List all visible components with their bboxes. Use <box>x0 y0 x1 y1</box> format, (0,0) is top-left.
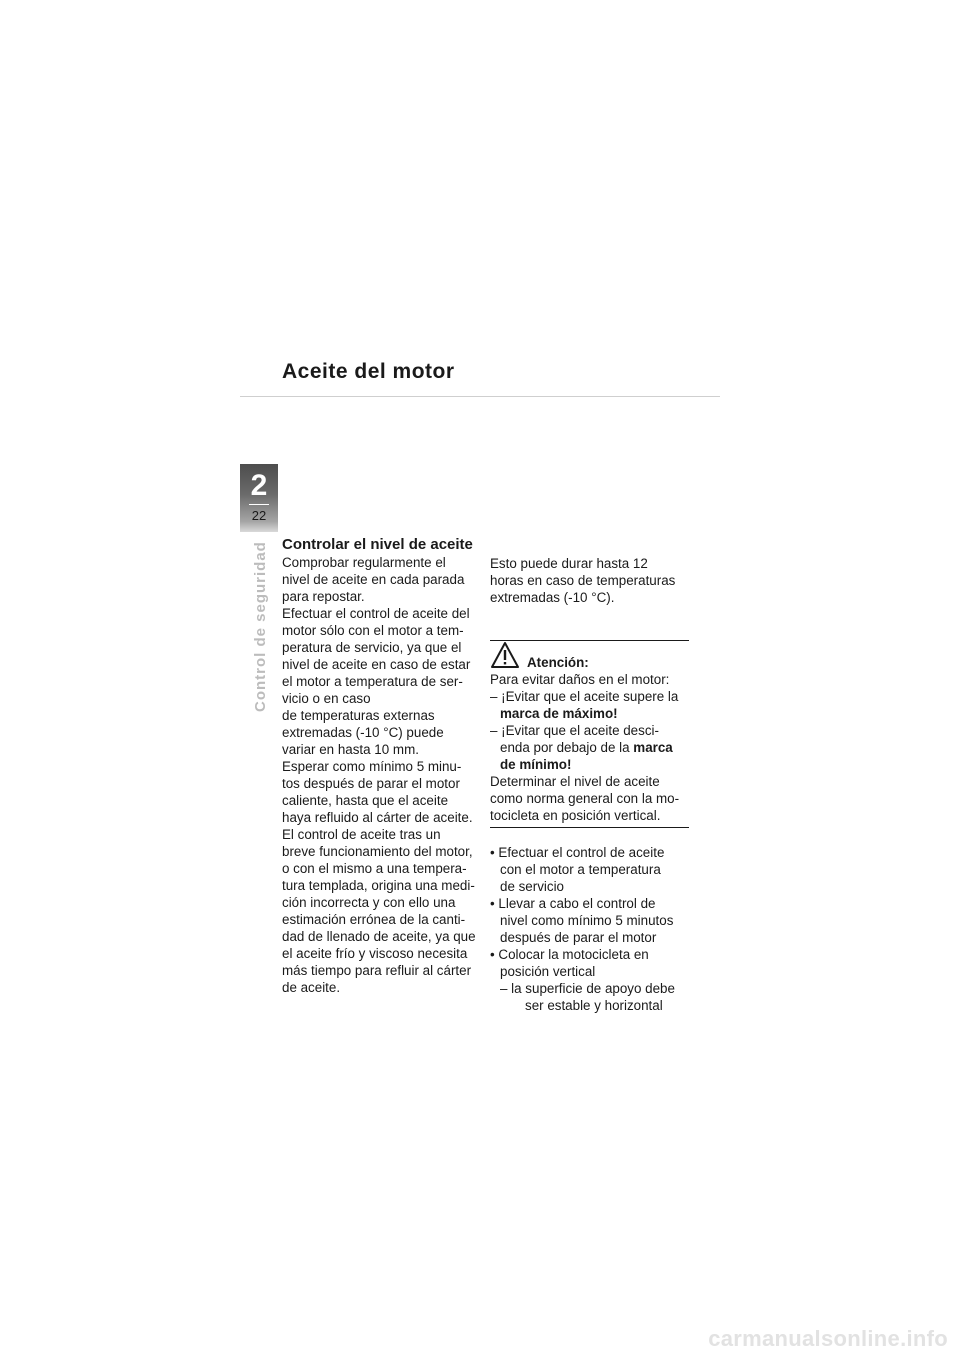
body-line: dad de llenado de aceite, ya que <box>282 929 476 944</box>
body-line: motor sólo con el motor a tem- <box>282 623 464 638</box>
warning-intro: Para evitar daños en el motor: <box>490 672 670 687</box>
body-line: Esto puede durar hasta 12 <box>490 556 648 571</box>
sub-step-item: ser estable y horizontal <box>525 998 663 1013</box>
body-line: más tiempo para refluir al cárter <box>282 963 472 978</box>
body-line: horas en caso de temperaturas <box>490 573 676 588</box>
body-line: de aceite. <box>282 980 341 995</box>
step-item: nivel como mínimo 5 minutos <box>500 913 674 928</box>
body-line: o con el mismo a una tempera- <box>282 861 467 876</box>
warning-item: – ¡Evitar que el aceite supere la <box>490 689 679 704</box>
body-line: extremadas (-10 °C). <box>490 590 615 605</box>
warning-box <box>490 640 689 828</box>
page-title: Aceite del motor <box>282 360 455 383</box>
right-column <box>490 555 693 1014</box>
body-line: tura templada, origina una medi- <box>282 878 475 893</box>
sub-step-item: – la superficie de apoyo debe <box>500 981 675 996</box>
warning-item: – ¡Evitar que el aceite desci- <box>490 723 659 738</box>
title-divider <box>240 396 720 397</box>
section-side-label: Control de seguridad <box>252 541 269 712</box>
body-line: nivel de aceite en cada parada <box>282 572 465 587</box>
chapter-number: 2 <box>250 469 268 502</box>
body-line: Esperar como mínimo 5 minu- <box>282 759 462 774</box>
warning-outro: Determinar el nivel de aceite <box>490 774 660 789</box>
body-line: tos después de parar el motor <box>282 776 460 791</box>
warning-item-emphasis: marca <box>633 740 673 755</box>
body-line: nivel de aceite en caso de estar <box>282 657 471 672</box>
chapter-tab <box>240 464 278 532</box>
warning-item-emphasis: marca de máximo! <box>500 706 618 721</box>
step-item: de servicio <box>500 879 565 894</box>
body-line: el motor a temperatura de ser- <box>282 674 463 689</box>
body-line: de temperaturas externas <box>282 708 435 723</box>
step-item: posición vertical <box>500 964 596 979</box>
body-line: El control de aceite tras un <box>282 827 441 842</box>
warning-triangle-icon <box>490 641 520 669</box>
step-item: • Colocar la motocicleta en <box>490 947 649 962</box>
warning-outro: tocicleta en posición vertical. <box>490 808 661 823</box>
watermark: carmanualsonline.info <box>708 1326 948 1351</box>
body-line: haya refluido al cárter de aceite. <box>282 810 473 825</box>
body-line: el aceite frío y viscoso necesita <box>282 946 468 961</box>
warning-item-line <box>490 739 689 756</box>
body-line: estimación errónea de la canti- <box>282 912 466 927</box>
body-line: vicio o en caso <box>282 691 371 706</box>
warning-label: Atención: <box>527 655 589 670</box>
warning-header <box>490 641 689 671</box>
section-heading: Controlar el nivel de aceite <box>282 536 473 553</box>
body-line: extremadas (-10 °C) puede <box>282 725 444 740</box>
warning-item-emphasis: de mínimo! <box>500 757 572 772</box>
body-line: breve funcionamiento del motor, <box>282 844 473 859</box>
chapter-divider <box>249 504 269 505</box>
body-line: variar en hasta 10 mm. <box>282 742 419 757</box>
step-item: • Llevar a cabo el control de <box>490 896 656 911</box>
warning-item-text: enda por debajo de la <box>500 740 634 755</box>
body-line: Comprobar regularmente el <box>282 555 446 570</box>
left-column <box>282 536 487 996</box>
body-line: ción incorrecta y con ello una <box>282 895 456 910</box>
body-line: Efectuar el control de aceite del <box>282 606 470 621</box>
body-line: caliente, hasta que el aceite <box>282 793 449 808</box>
body-line: peratura de servicio, ya que el <box>282 640 462 655</box>
step-item: con el motor a temperatura <box>500 862 661 877</box>
warning-outro: como norma general con la mo- <box>490 791 680 806</box>
page-number: 22 <box>251 508 267 523</box>
step-item: después de parar el motor <box>500 930 657 945</box>
body-line: para repostar. <box>282 589 365 604</box>
step-item: • Efectuar el control de aceite <box>490 845 665 860</box>
